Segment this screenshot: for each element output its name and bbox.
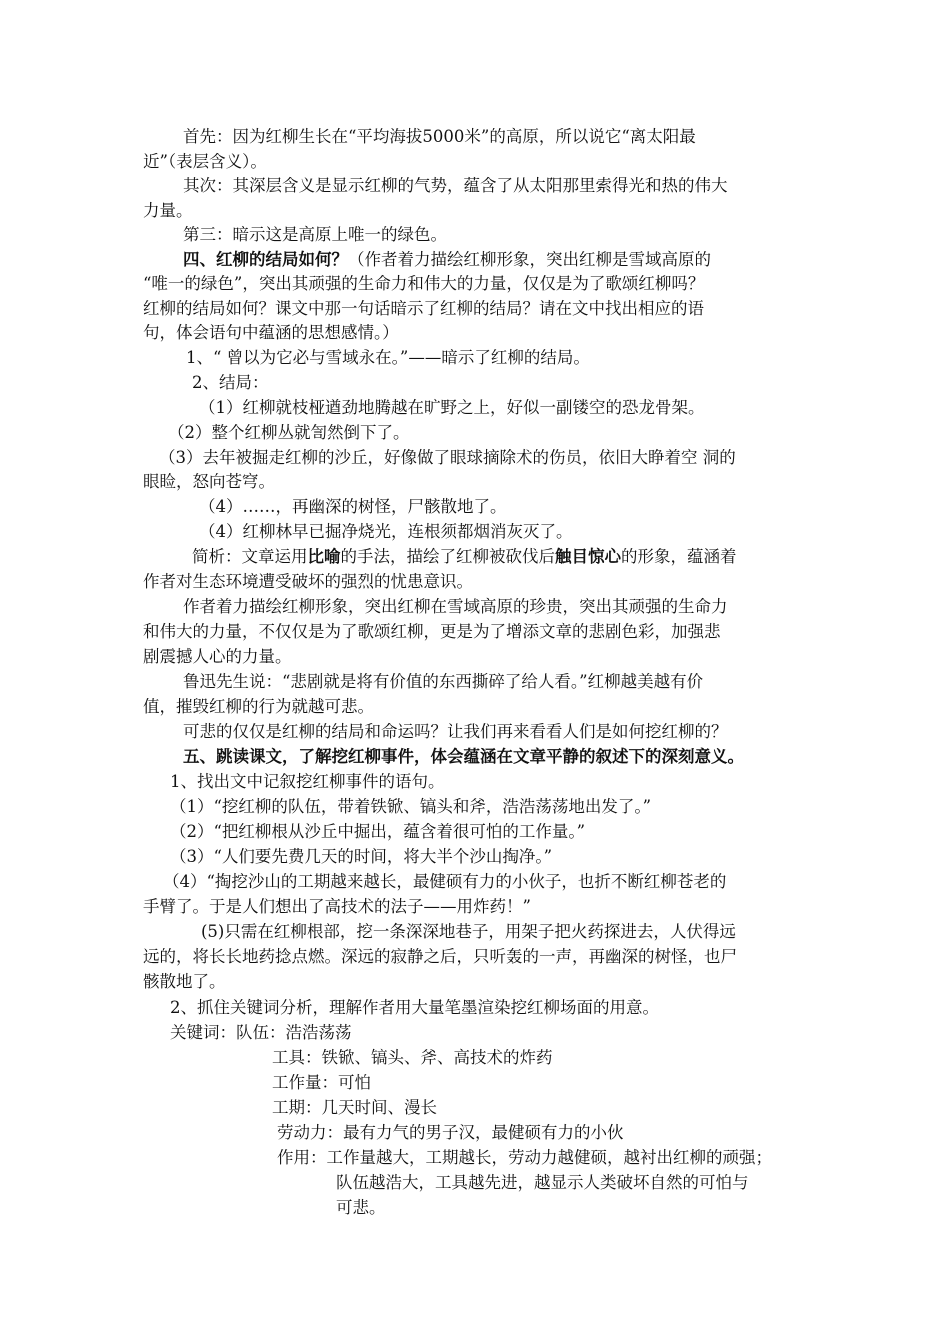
text-line: 和伟大的力量，不仅仅是为了歌颂红柳，更是为了增添文章的悲剧色彩，加强悲 xyxy=(143,622,721,641)
text-line: 鲁迅先生说：“悲剧就是将有价值的东西撕碎了给人看。”红柳越美越有价 xyxy=(183,672,704,691)
text-line: 近”（表层含义）。 xyxy=(143,152,267,171)
text-line: （4）“掏挖沙山的工期越来越长，最健硕有力的小伙子，也折不断红柳苍老的 xyxy=(163,872,727,891)
text-fragment: （作者着力描绘红柳形象，突出红柳是雪域高原的 xyxy=(348,250,711,269)
text-line: 骸散地了。 xyxy=(143,972,226,991)
section-heading-5: 五、跳读课文，了解挖红柳事件，体会蕴涵在文章平静的叙述下的深刻意义。 xyxy=(183,747,744,766)
text-line: 队伍越浩大，工具越先进，越显示人类破坏自然的可怕与 xyxy=(336,1173,749,1192)
text-line: 1、“ 曾以为它必与雪域永在。”——暗示了红柳的结局。 xyxy=(186,348,590,367)
text-line: （3）“人们要先费几天的时间，将大半个沙山掏净。” xyxy=(170,847,553,866)
text-line: 作者对生态环境遭受破坏的强烈的忧患意识。 xyxy=(143,572,473,591)
text-line: 1、找出文中记叙挖红柳事件的语句。 xyxy=(170,772,445,791)
text-line: 工具：铁锨、镐头、斧、高技术的炸药 xyxy=(272,1048,553,1067)
text-line: （4）红柳林早已掘净烧光，连根须都烟消灰灭了。 xyxy=(199,522,573,541)
analysis-line xyxy=(192,545,737,570)
section-four-line xyxy=(183,248,711,273)
text-line: 作用：工作量越大，工期越长，劳动力越健硕，越衬出红柳的顽强； xyxy=(277,1148,772,1167)
text-line: 手臂了。于是人们想出了高技术的法子——用炸药！” xyxy=(143,897,531,916)
text-line: 远的，将长长地药捻点燃。深远的寂静之后，只听轰的一声，再幽深的树怪，也尸 xyxy=(143,947,737,966)
text-line: （2）“把红柳根从沙丘中掘出，蕴含着很可怕的工作量。” xyxy=(170,822,586,841)
text-line: 力量。 xyxy=(143,201,193,220)
text-line: （3）去年被掘走红柳的沙丘，好像做了眼球摘除术的伤员，依旧大睁着空 洞的 xyxy=(159,448,736,467)
text-line: 眼睑，怒向苍穹。 xyxy=(143,472,275,491)
text-fragment: 的形象，蕴涵着 xyxy=(621,547,737,566)
text-line: 2、结局： xyxy=(192,373,269,392)
section-heading-4: 四、红柳的结局如何？ xyxy=(183,250,348,269)
text-line: 可悲的仅仅是红柳的结局和命运吗？让我们再来看看人们是如何挖红柳的？ xyxy=(183,722,728,741)
text-line: “唯一的绿色”，突出其顽强的生命力和伟大的力量，仅仅是为了歌颂红柳吗？ xyxy=(143,274,705,293)
text-line: （4）……，再幽深的树怪，尸骸散地了。 xyxy=(199,497,507,516)
text-line: 首先：因为红柳生长在“平均海拔5000米”的高原，所以说它“离太阳最 xyxy=(183,127,696,146)
text-line: 工作量：可怕 xyxy=(272,1073,371,1092)
text-fragment: 简析：文章运用 xyxy=(192,547,308,566)
text-line: 2、抓住关键词分析，理解作者用大量笔墨渲染挖红柳场面的用意。 xyxy=(170,998,659,1017)
text-line: 可悲。 xyxy=(336,1198,386,1217)
text-line: 作者着力描绘红柳形象，突出红柳在雪域高原的珍贵，突出其顽强的生命力 xyxy=(183,597,728,616)
text-line: 工期：几天时间、漫长 xyxy=(272,1098,437,1117)
text-line: 关键词：队伍：浩浩荡荡 xyxy=(170,1023,352,1042)
bold-term: 触目惊心 xyxy=(555,547,621,566)
text-fragment: 的手法，描绘了红柳被砍伐后 xyxy=(340,547,555,566)
text-line: （1）红柳就枝桠遒劲地腾越在旷野之上，好似一副镂空的恐龙骨架。 xyxy=(199,398,705,417)
text-line: （1）“挖红柳的队伍，带着铁锨、镐头和斧，浩浩荡荡地出发了。” xyxy=(170,797,652,816)
text-line: 第三：暗示这是高原上唯一的绿色。 xyxy=(183,225,447,244)
text-line: 剧震撼人心的力量。 xyxy=(143,647,292,666)
text-line: 劳动力：最有力气的男子汉，最健硕有力的小伙 xyxy=(277,1123,624,1142)
bold-term: 比喻 xyxy=(307,547,341,566)
text-line: 其次：其深层含义是显示红柳的气势，蕴含了从太阳那里索得光和热的伟大 xyxy=(183,176,728,195)
text-line: (5)只需在红柳根部，挖一条深深地巷子，用架子把火药探进去，人伏得远 xyxy=(201,922,736,941)
text-line: （2）整个红柳丛就訇然倒下了。 xyxy=(168,423,410,442)
text-line: 值，摧毁红柳的行为就越可悲。 xyxy=(143,697,374,716)
text-line: 句，体会语句中蕴涵的思想感情。） xyxy=(143,323,399,342)
text-line: 红柳的结局如何？课文中那一句话暗示了红柳的结局？请在文中找出相应的语 xyxy=(143,299,704,318)
